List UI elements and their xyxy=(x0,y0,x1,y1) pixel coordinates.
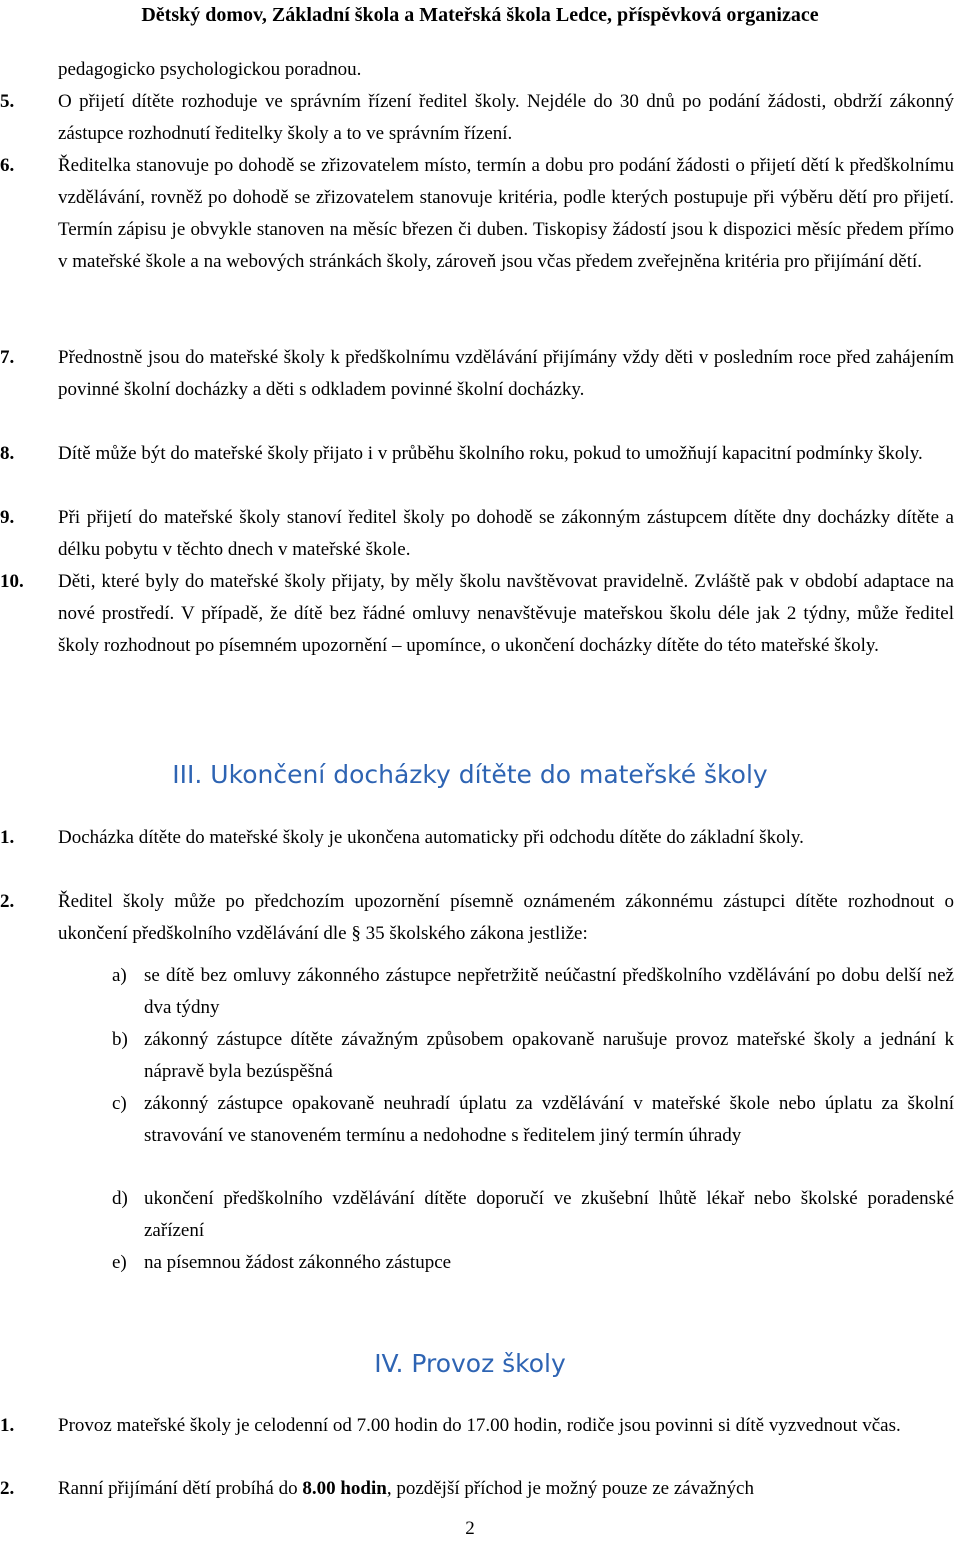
item-number: 1. xyxy=(0,1415,15,1436)
sub-list-item xyxy=(112,1024,958,1088)
sub-item-label: b) xyxy=(112,1029,128,1050)
list-item xyxy=(0,150,956,278)
list-item xyxy=(0,502,956,566)
list-item xyxy=(0,1473,956,1505)
item-text: Provoz mateřské školy je celodenní od 7.00 hodin do 17.00 hodin, rodiče jsou povinni si dítě vyzvednout včas. xyxy=(58,1415,901,1436)
item-number: 2. xyxy=(0,1478,15,1499)
section-heading: IV. Provoz školy xyxy=(374,1349,566,1378)
item-number: 6. xyxy=(0,155,15,176)
item-text: Docházka dítěte do mateřské školy je ukončena automaticky při odchodu dítěte do základní školy. xyxy=(58,827,804,848)
item-number: 1. xyxy=(0,827,15,848)
sub-list-item xyxy=(112,960,958,1024)
sub-item-text: ukončení předškolního vzdělávání dítěte doporučí ve zkušební lhůtě lékař nebo školské poradenské zařízení xyxy=(144,1188,954,1241)
item-number: 9. xyxy=(0,507,15,528)
sub-item-text: na písemnou žádost zákonného zástupce xyxy=(144,1252,452,1273)
item-text: Přednostně jsou do mateřské školy k předškolnímu vzdělávání přijímány vždy děti v posledním roce před zahájením povinné školní docházky a děti s odkladem povinné školní docházky. xyxy=(58,347,954,400)
item-text: Dítě může být do mateřské školy přijato i v průběhu školního roku, pokud to umožňují kapacitní podmínky školy. xyxy=(58,443,923,464)
item-text-part: Ranní přijímání dětí probíhá do xyxy=(58,1478,303,1499)
item-text-bold: 8.00 hodin xyxy=(302,1478,387,1499)
item-number: 8. xyxy=(0,443,15,464)
sub-item-label: e) xyxy=(112,1252,127,1273)
item-text: Ředitel školy může po předchozím upozornění písemně oznámeném zákonnému zástupci dítěte rozhodnout o ukončení předškolního vzdělávání dle § 35 školského zákona jestliže: xyxy=(58,891,954,944)
list-item xyxy=(0,1410,956,1442)
sub-item-text: zákonný zástupce dítěte závažným způsobem opakovaně narušuje provoz mateřské školy a jednání k nápravě byla bezúspěšná xyxy=(144,1029,954,1082)
list-item xyxy=(0,886,956,950)
list-item xyxy=(0,822,956,854)
paragraph-continuation: pedagogicko psychologickou poradnou. xyxy=(58,59,362,80)
item-number: 10. xyxy=(0,571,24,592)
item-number: 5. xyxy=(0,91,15,112)
item-number: 7. xyxy=(0,347,15,368)
sub-item-label: d) xyxy=(112,1188,128,1209)
page-number: 2 xyxy=(465,1518,475,1539)
sub-item-text: se dítě bez omluvy zákonného zástupce nepřetržitě neúčastní předškolního vzdělávání po dobu delší než dva týdny xyxy=(144,965,954,1018)
item-text: O přijetí dítěte rozhoduje ve správním řízení ředitel školy. Nejdéle do 30 dnů po podání žádosti, obdrží zákonný zástupce rozhodnutí ředitelky školy a to ve správním řízení. xyxy=(58,91,954,144)
list-item xyxy=(0,566,956,662)
section-heading: III. Ukončení docházky dítěte do mateřské školy xyxy=(172,760,768,789)
sub-list-item xyxy=(112,1247,958,1279)
list-item xyxy=(0,438,956,470)
item-text: Ředitelka stanovuje po dohodě se zřizovatelem místo, termín a dobu pro podání žádosti o přijetí dětí k předškolnímu vzdělávání, rovněž po dohodě se zřizovatelem stanovuje kritéria, podle kterých postupuje při výběru dětí pro přijetí. Termín zápisu je obvykle stanoven na měsíc březen či duben. Tiskopisy žádostí jsou k dispozici měsíc předem přímo v mateřské škole a na webových stránkách školy, zároveň jsou včas předem zveřejněna kritéria pro přijímání dětí. xyxy=(58,155,954,272)
list-item xyxy=(0,86,956,150)
sub-item-text: zákonný zástupce opakovaně neuhradí úplatu za vzdělávání v mateřské škole nebo úplatu za školní stravování ve stanoveném termínu a nedohodne s ředitelem jiný termín úhrady xyxy=(144,1093,954,1146)
item-text: Děti, které byly do mateřské školy přijaty, by měly školu navštěvovat pravidelně. Zvláště pak v období adaptace na nové prostředí. V případě, že dítě bez řádné omluvy nenavštěvuje mateřskou školu déle jak 2 týdny, může ředitel školy rozhodnout po písemném upozornění – upomínce, o ukončení docházky dítěte do této mateřské školy. xyxy=(58,571,954,656)
item-number: 2. xyxy=(0,891,15,912)
sub-list-item xyxy=(112,1183,958,1247)
item-text xyxy=(58,1473,954,1505)
sub-item-label: a) xyxy=(112,965,127,986)
list-item xyxy=(0,342,956,406)
page-header: Dětský domov, Základní škola a Mateřská škola Ledce, příspěvková organizace xyxy=(141,4,819,26)
sub-list-item xyxy=(112,1088,958,1152)
sub-item-label: c) xyxy=(112,1093,127,1114)
item-text-part: , pozdější příchod je možný pouze ze závažných xyxy=(386,1478,754,1499)
item-text: Při přijetí do mateřské školy stanoví ředitel školy po dohodě se zákonným zástupcem dítěte dny docházky dítěte a délku pobytu v těchto dnech v mateřské škole. xyxy=(58,507,954,560)
